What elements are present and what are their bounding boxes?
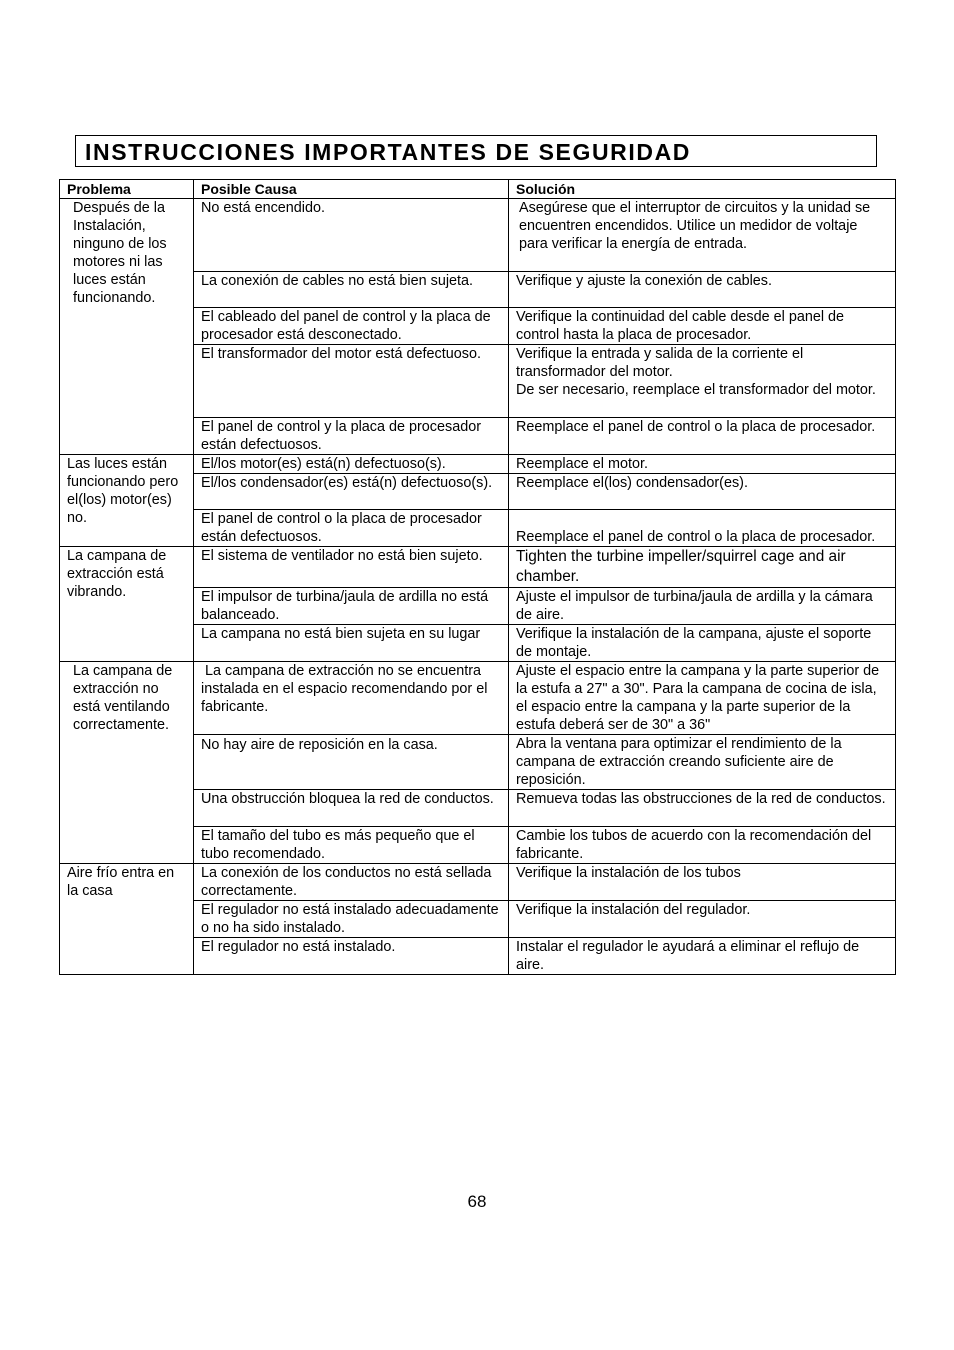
cause-cell: El panel de control y la placa de procesador están defectuosos. <box>194 418 509 455</box>
solution-line: De ser necesario, reemplace el transformador del motor. <box>516 382 876 398</box>
page-number: 68 <box>467 1192 487 1211</box>
cause-cell: La campana no está bien sujeta en su lugar <box>194 625 509 662</box>
solution-cell: Verifique la instalación del regulador. <box>509 901 896 938</box>
solution-cell: Reemplace el(los) condensador(es). <box>509 474 896 510</box>
cause-cell: El cableado del panel de control y la placa de procesador está desconectado. <box>194 308 509 345</box>
table-row <box>60 547 896 588</box>
solution-cell: Verifique la instalación de la campana, ajuste el soporte de montaje. <box>509 625 896 662</box>
cause-cell: No está encendido. <box>194 199 509 272</box>
cause-cell <box>194 735 509 790</box>
table-row <box>60 199 896 272</box>
cause-cell: El tamaño del tubo es más pequeño que el tubo recomendado. <box>194 827 509 864</box>
solution-text: Reemplace el panel de control o la placa de procesador. <box>516 529 876 545</box>
solution-cell: Reemplace el motor. <box>509 455 896 474</box>
cause-cell: El/los motor(es) está(n) defectuoso(s). <box>194 455 509 474</box>
solution-cell: Instalar el regulador le ayudará a eliminar el reflujo de aire. <box>509 938 896 975</box>
solution-cell: Ajuste el espacio entre la campana y la parte superior de la estufa a 27" a 30". Para la campana de cocina de isla, el espacio entre la campana y la parte superior de la estufa deberá ser de 30" a 36" <box>509 662 896 735</box>
cause-cell: El transformador del motor está defectuoso. <box>194 345 509 418</box>
cause-cell: El regulador no está instalado. <box>194 938 509 975</box>
problem-cell: Aire frío entra en la casa <box>60 864 194 975</box>
solution-cell: Cambie los tubos de acuerdo con la recomendación del fabricante. <box>509 827 896 864</box>
page-title: INSTRUCCIONES IMPORTANTES DE SEGURIDAD <box>85 139 692 165</box>
solution-cell <box>509 510 896 547</box>
cause-cell <box>194 662 509 735</box>
troubleshooting-table <box>59 179 896 975</box>
table-row <box>60 864 896 901</box>
solution-cell: Ajuste el impulsor de turbina/jaula de ardilla y la cámara de aire. <box>509 588 896 625</box>
problem-cell: La campana de extracción no está ventilando correctamente. <box>60 662 194 864</box>
solution-cell: Verifique la continuidad del cable desde el panel de control hasta la placa de procesador. <box>509 308 896 345</box>
problem-cell: La campana de extracción está vibrando. <box>60 547 194 662</box>
cause-cell: La conexión de cables no está bien sujeta. <box>194 272 509 308</box>
cause-cell: El panel de control o la placa de procesador están defectuosos. <box>194 510 509 547</box>
cause-cell: La conexión de los conductos no está sellada correctamente. <box>194 864 509 901</box>
cause-cell: El/los condensador(es) está(n) defectuoso(s). <box>194 474 509 510</box>
problem-cell: Después de la Instalación, ninguno de los motores ni las luces están funcionando. <box>60 199 194 455</box>
solution-cell: Verifique la instalación de los tubos <box>509 864 896 901</box>
header-solution: Solución <box>509 180 896 199</box>
table-header-row <box>60 180 896 199</box>
solution-cell: Asegúrese que el interruptor de circuitos y la unidad se encuentren encendidos. Utilice un medidor de voltaje para verificar la energía de entrada. <box>509 199 896 272</box>
cause-cell: El impulsor de turbina/jaula de ardilla no está balanceado. <box>194 588 509 625</box>
solution-cell: Verifique y ajuste la conexión de cables. <box>509 272 896 308</box>
cause-cell: Una obstrucción bloquea la red de conductos. <box>194 790 509 827</box>
solution-cell: Remueva todas las obstrucciones de la red de conductos. <box>509 790 896 827</box>
header-problem: Problema <box>60 180 194 199</box>
header-cause: Posible Causa <box>194 180 509 199</box>
solution-cell: Abra la ventana para optimizar el rendimiento de la campana de extracción creando suficiente aire de reposición. <box>509 735 896 790</box>
cause-text: No hay aire de reposición en la casa. <box>201 737 438 753</box>
solution-cell <box>509 345 896 418</box>
solution-cell: Reemplace el panel de control o la placa de procesador. <box>509 418 896 455</box>
cause-text: La campana de extracción no se encuentra instalada en el espacio recomendando por el fabricante. <box>201 663 488 715</box>
solution-line: Verifique la entrada y salida de la corriente el transformador del motor. <box>516 346 804 380</box>
solution-cell: Tighten the turbine impeller/squirrel cage and air chamber. <box>509 547 896 588</box>
problem-cell: Las luces están funcionando pero el(los) motor(es) no. <box>60 455 194 547</box>
title-box <box>75 135 877 167</box>
cause-cell: El sistema de ventilador no está bien sujeto. <box>194 547 509 588</box>
cause-cell: El regulador no está instalado adecuadamente o no ha sido instalado. <box>194 901 509 938</box>
table-row <box>60 455 896 474</box>
table-row <box>60 662 896 735</box>
